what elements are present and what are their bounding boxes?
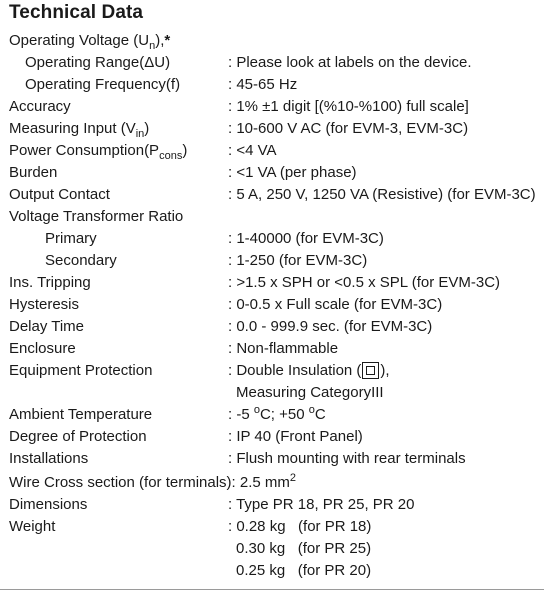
spec-value: : 10-600 V AC (for EVM-3, EVM-3C) [228, 120, 469, 137]
spec-value: : Please look at labels on the device. [228, 54, 472, 71]
spec-value: : Flush mounting with rear terminals [228, 450, 466, 467]
spec-value: : 0.28 kg (for PR 18) [228, 518, 372, 535]
spec-label: Hysteresis [9, 296, 80, 313]
spec-value: : 0-0.5 x Full scale (for EVM-3C) [228, 296, 443, 313]
spec-row-wire-cross-section [0, 472, 544, 494]
spec-label: Weight [9, 518, 56, 535]
spec-label: Secondary [45, 252, 117, 269]
spec-value: : IP 40 (Front Panel) [228, 428, 363, 445]
spec-row-ins-tripping [0, 272, 544, 294]
spec-row-dimensions [0, 494, 544, 516]
spec-value: : 5 A, 250 V, 1250 VA (Resistive) (for EVM-3C) [228, 186, 536, 203]
spec-label: Delay Time [9, 318, 85, 335]
spec-row-delay-time [0, 316, 544, 338]
spec-value: 0.25 kg (for PR 20) [236, 562, 372, 579]
page-title: Technical Data [9, 2, 144, 23]
spec-value: : Double Insulation ( ), [228, 362, 390, 379]
spec-value: : 1% ±1 digit [(%10-%100) full scale] [228, 98, 469, 115]
spec-row-secondary [0, 250, 544, 272]
spec-value: : <1 VA (per phase) [228, 164, 357, 181]
spec-label: Output Contact [9, 186, 110, 203]
spec-label: Installations [9, 450, 89, 467]
spec-label: Dimensions [9, 496, 88, 513]
spec-value: : <4 VA [228, 142, 277, 159]
spec-value: : 1-40000 (for EVM-3C) [228, 230, 384, 247]
spec-value: : -5 $^o$C; +50 $^o$C [228, 404, 326, 423]
spec-value: : Non-flammable [228, 340, 339, 357]
spec-row-equipment-protection [0, 360, 544, 382]
spec-row-burden [0, 162, 544, 184]
spec-row-enclosure [0, 338, 544, 360]
spec-label: Burden [9, 164, 58, 181]
spec-row-operating-voltage [0, 30, 544, 52]
spec-value: : 1-250 (for EVM-3C) [228, 252, 368, 269]
spec-row-output-contact [0, 184, 544, 206]
spec-label: Ins. Tripping [9, 274, 91, 291]
spec-label: Measuring Input $(V_{in})$ [9, 120, 150, 140]
spec-row-weight-pr25 [0, 538, 544, 560]
spec-row-weight-pr20 [0, 560, 544, 582]
spec-label: Degree of Protection [9, 428, 147, 445]
spec-row-operating-range [0, 52, 544, 74]
spec-row-ambient-temperature [0, 404, 544, 426]
spec-label: Operating Frequency(f) [25, 76, 181, 93]
spec-row-voltage-transformer-ratio [0, 206, 544, 228]
spec-label: Ambient Temperature [9, 406, 153, 423]
spec-row-accuracy [0, 96, 544, 118]
spec-value: : 45-65 Hz [228, 76, 298, 93]
double-insulation-icon [362, 362, 379, 379]
spec-label: Power $Consumption(P_{cons})$ [9, 142, 188, 162]
spec-label: Enclosure [9, 340, 76, 357]
spec-value: : Type PR 18, PR 25, PR 20 [228, 496, 415, 513]
bottom-divider [0, 589, 544, 590]
spec-row-power-consumption [0, 140, 544, 162]
spec-row-measuring-input [0, 118, 544, 140]
spec-label: Primary [45, 230, 97, 247]
spec-row-primary [0, 228, 544, 250]
spec-label: Equipment Protection [9, 362, 153, 379]
spec-value: 0.30 kg (for PR 25) [236, 540, 372, 557]
spec-value: Measuring CategoryIII [236, 384, 384, 401]
spec-row-weight [0, 516, 544, 538]
spec-value: : 0.0 - 999.9 sec. (for EVM-3C) [228, 318, 433, 335]
spec-label: Wire Cross section (for terminals): 2.5 $mm^2$ [9, 472, 297, 491]
spec-label: Operating Voltage $(U_n),*$ [9, 32, 171, 52]
spec-row-hysteresis [0, 294, 544, 316]
spec-label: Accuracy [9, 98, 71, 115]
spec-value: : >1.5 x SPH or <0.5 x SPL (for EVM-3C) [228, 274, 501, 291]
spec-row-measuring-category [0, 382, 544, 404]
spec-row-degree-of-protection [0, 426, 544, 448]
spec-row-operating-frequency [0, 74, 544, 96]
spec-row-installations [0, 448, 544, 470]
spec-label: Voltage Transformer Ratio [9, 208, 184, 225]
spec-label: Operating Range(ΔU) [25, 54, 171, 71]
